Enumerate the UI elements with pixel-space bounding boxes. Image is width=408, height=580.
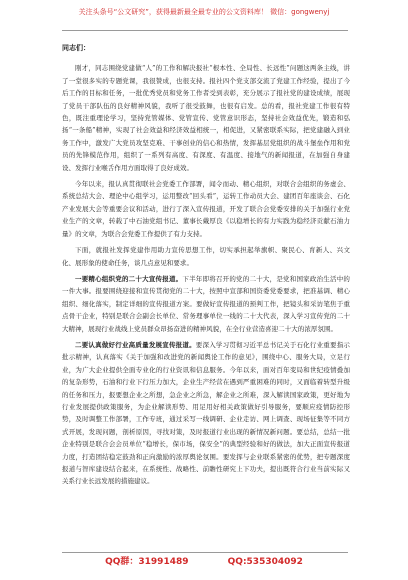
paragraph-4: 一要精心组织党的二十大宣传报道。下半年即将召开的党的二十大，是党和国家政治生活中的一件大事。报要围绕迎接和宣传贯彻党的二十大，按照中宣部和国资委党委要求，把准基调、精心组织、细化落实，制定详细的宣传报道方案。要做好宣传报道的预判工作，把镜头和采访笔焦于重点骨干企业，特别是联合会副会长单位、常务理事单位一线的二十大代表，深入学习宣传党的二十大精神，展现行业战线上党员群众昂扬奋进的精神风貌，在全行业营造喜迎二十大的浓厚氛围。 [62, 274, 350, 333]
footer-divider [62, 552, 348, 553]
salutation: 同志们： [62, 43, 90, 52]
header-divider [62, 30, 348, 31]
paragraph-1: 刚才，同志围绕党建做“人”的工作和解决报社“根本性、全局性、长远性”问题这两条主线，讲了一堂很多实的专题党课，我很赞成，也很支持。报社四个党支部交流了党建工作经验，提出了今后工作的目标和任务，一批优秀党员和党务工作者受到表彰，充分展示了报社党的建设成绩，展现了党员干部队伍的良好精神风貌，我听了很受鼓舞，也很有启发。总的看，报社党建工作很有特色，既注重理论学习，坚持党管媒体、党管宣传、党管意识形态，坚持社会效益优先，锻造和弘扬“一条船”精神，实现了社会效益和经济效益相统一，相促进，又紧密联系实际，把党建融入到业务工作中，激发广大党员攻坚克难、干事创业的信心和热情，发挥基层党组织的战斗堡垒作用和党员的先锋模范作用，组织了一系列有高度、有深度、有温度、接地气的新闻报道，在加强自身建设、发挥行业喉舌作用方面取得了良好成效。 [62, 64, 350, 172]
document-body [62, 38, 350, 492]
paragraph-lead: 一要精心组织党的二十大宣传报道。 [75, 274, 183, 283]
paragraph-2: 今年以来，报认真贯彻联社会党委工作部署，闻令而动、精心组织，对联合会组织的务虚会、系统总结大会、理论中心组学习，运用整改“回头看”，运转工作动员大会、建团百年座谈会、石化产业发展大会等重要会议和活动，进行了深入宣传报道，开发了联合会党委安排的关于加强行业党业生产的文章，转载了中石油党组书记、董事长戴厚良《以稳增长的有力实践为稳经济贡献石油力量》的文章，为联合会党委工作提供了有力支持。 [62, 180, 350, 238]
paragraph-5: 二要认真做好行业高质量发展宣传报道。要深入学习贯彻习近平总书记关于石化行业重要指示批示精神，认真落实《关于加强和改进党的新闻舆论工作的意见》，围绕中心、服务大局，立足行业，为广大企业提供全面专业化的行业资讯和信息服务。今年以来，面对百年变局和世纪疫情叠加的复杂形势，石油和行业下行压力加大，企业生产经营在遇到严重困难的同时，又面临着转型升级的任务和压力，报要想企业之所想，急企业之所急，解企业之所难，深入解读国家政策，更好地为行业发展提供政策服务，为企业解读形势、用足用好相关政策做好引导服务，要顺应疫情防控形势，及时调整工作部署，工作专班，通过采写一线调研、企业走访、网上调查、现场征集等不同方式开展，发现问题，剖析原因，寻找对策，及时报道行业出现的新情况新问题。要总结，总结一批企业特别是联合会会员单位“稳增长，保市场，保安全”的典型经验和好的做法，加大正面宣传报道力度，打造团结稳定鼓劲和正向激励的浓厚舆论氛围。要发挥与企业联系紧密的优势，把专题深度报道与智库建设结合起来，在系统性、战略性、前瞻性研究上下功夫，提出既符合行业当前实际又关系行业长远发展的措施建议。 [62, 340, 350, 486]
footer [0, 556, 408, 568]
header-banner: 关注头条号“公文研究”，获得最新最全最专业的公文资料库！ 微信：gongwenyj [78, 8, 330, 16]
qq-contact-text: QQ:535304092 [227, 557, 303, 567]
qq-group-text: QQ群：31991489 [105, 557, 189, 567]
paragraph-3: 下面，就报社发挥党建作用助力宣传思想工作，切实承担起举旗帜、聚民心、育新人、兴文化、展形象的使命任务，谈几点意见和要求。 [62, 246, 350, 267]
paragraph-lead: 二要认真做好行业高质量发展宣传报道。 [75, 340, 196, 349]
